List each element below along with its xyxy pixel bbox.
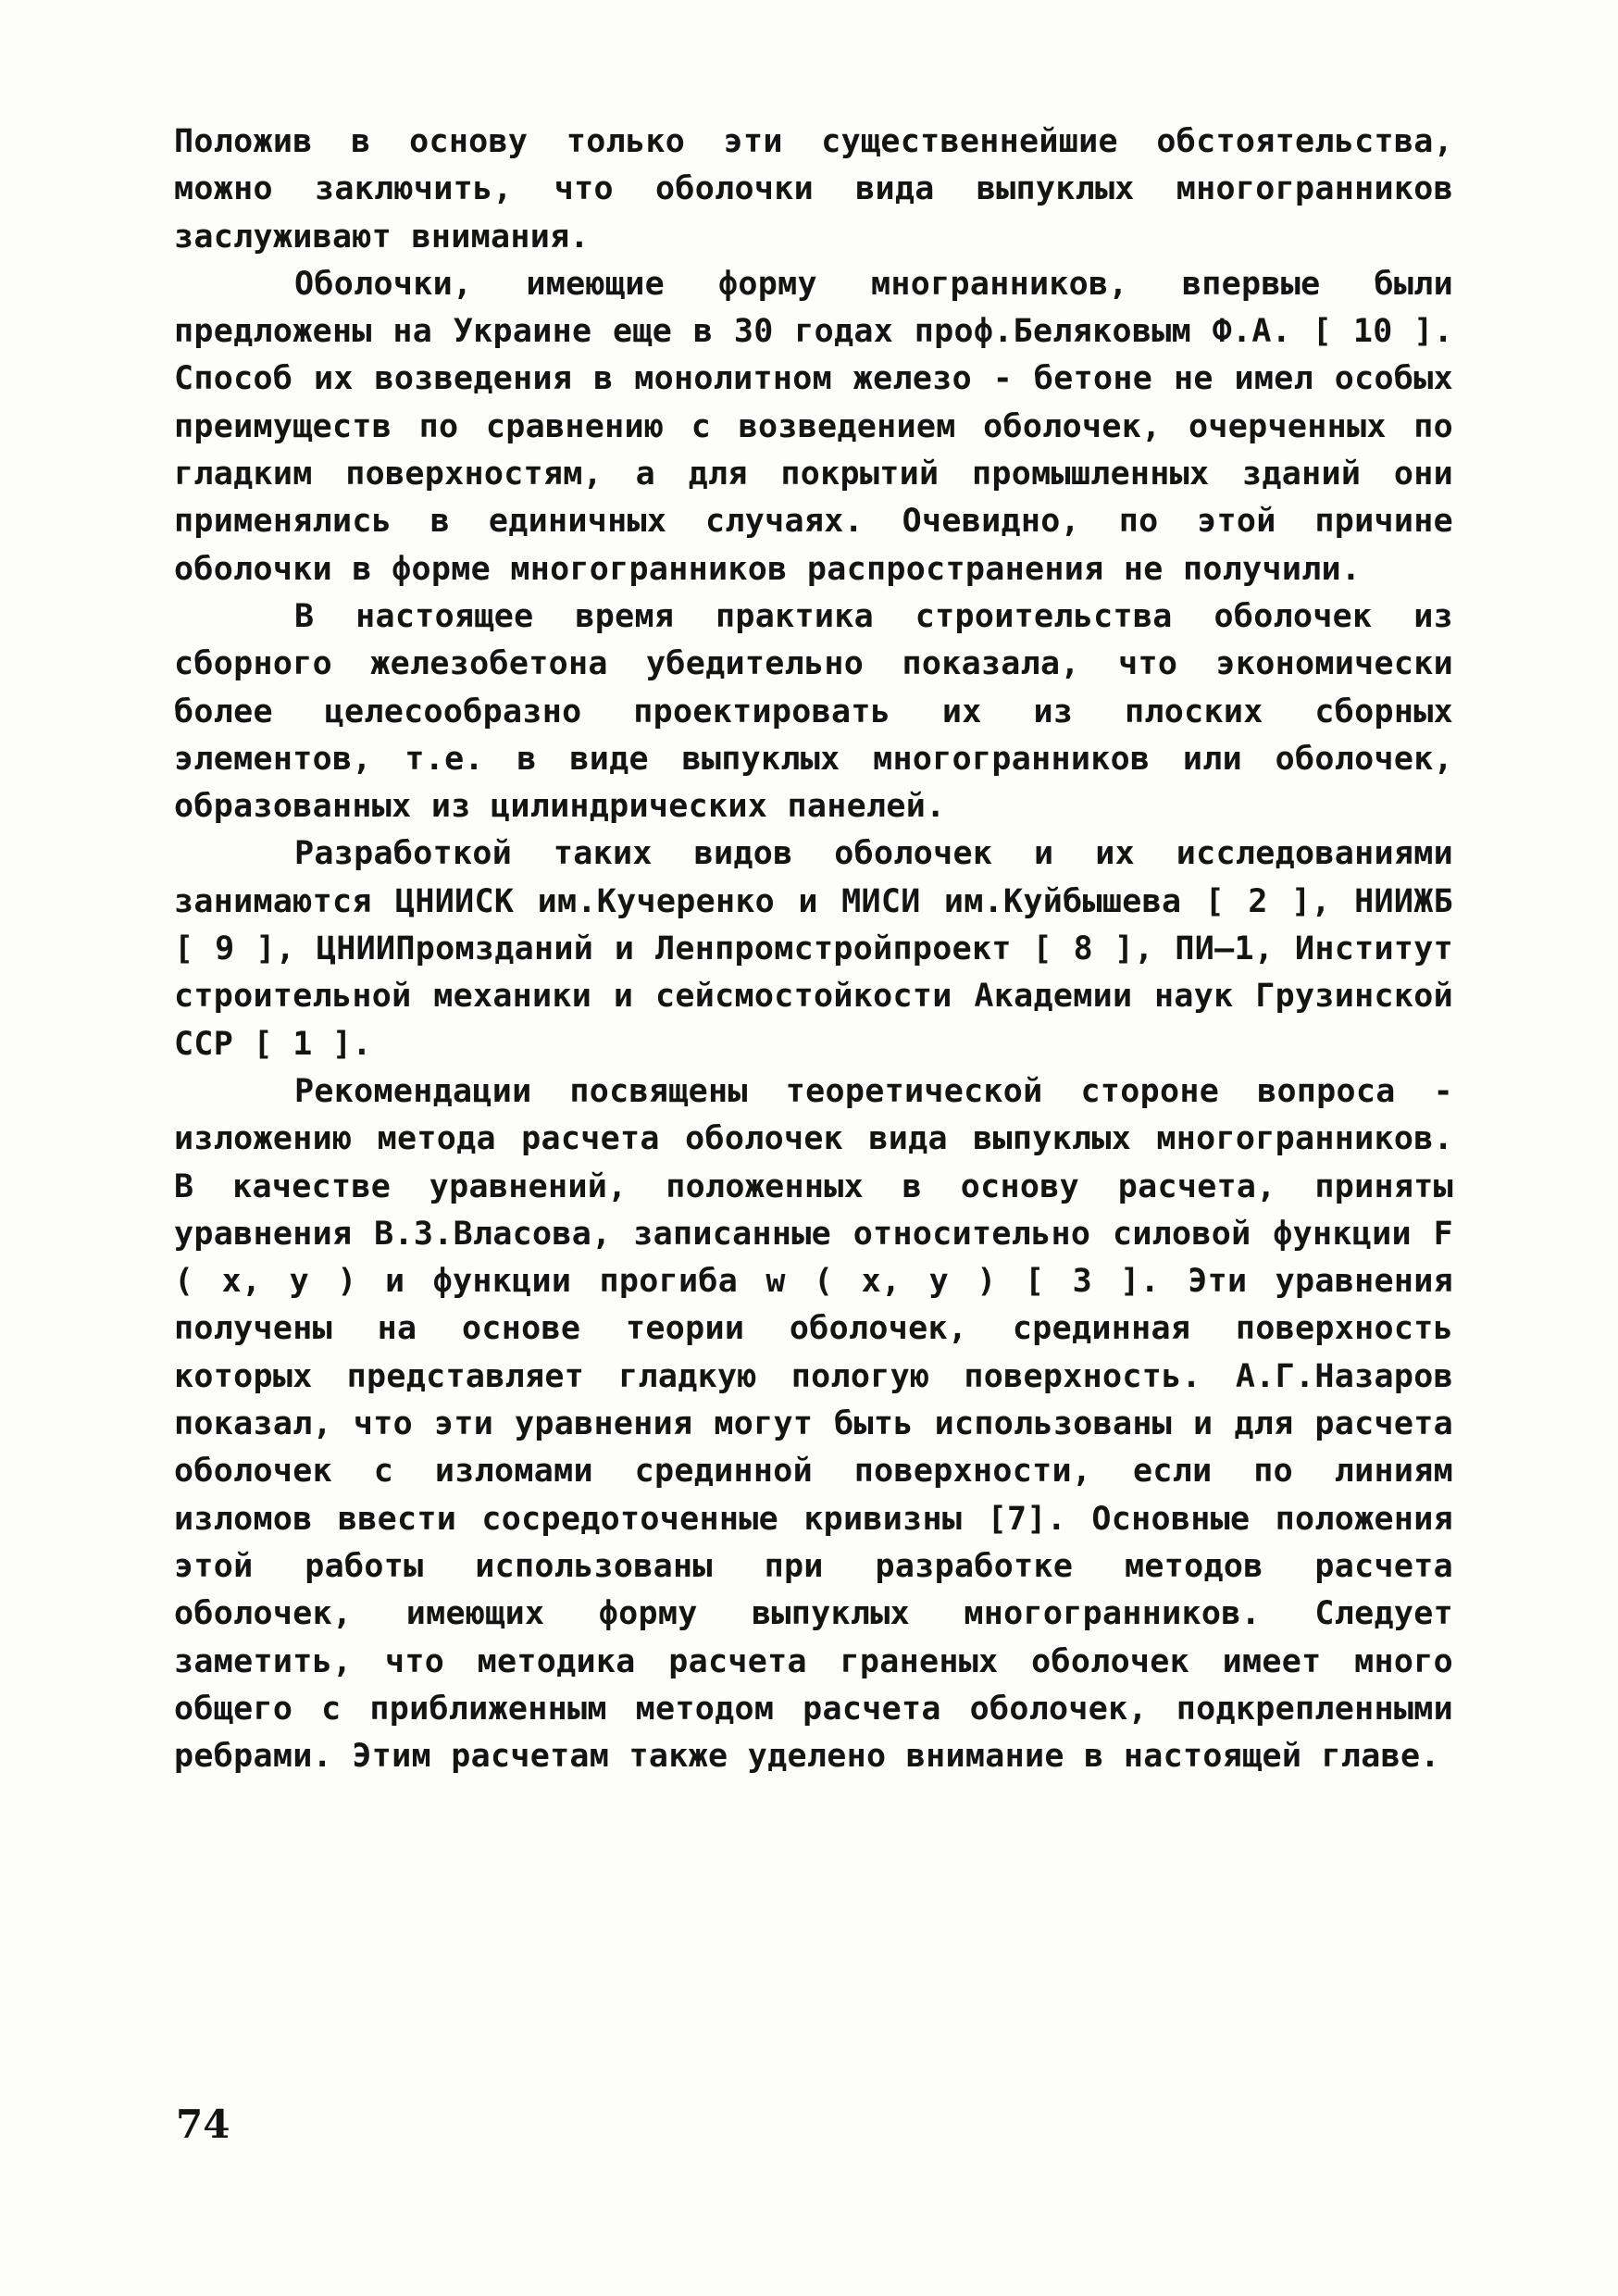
body-text <box>174 119 1453 1780</box>
paragraph-1: Положив в основу только эти существеннейшие обстоятельства, можно заключить, что оболочки вида выпуклых многогранников заслуживают внимания. <box>174 123 1453 256</box>
paragraph-4: Разработкой таких видов оболочек и их исследованиями занимаются ЦНИИСК им.Кучеренко и МИСИ им.Куйбышева [ 2 ], НИИЖБ [ 9 ], ЦНИИПромзданий и Ленпромстройпроект [ 8 ], ПИ–1, Институт строительной механики и сейсмостойкости Академии наук Грузинской ССР [ 1 ]. <box>174 835 1453 1063</box>
paragraph-5: Рекомендации посвящены теоретической стороне вопроса - изложению метода расчета оболочек вида выпуклых многогранников. В качестве уравнений, положенных в основу расчета, приняты уравнения В.З.Власова, записанные относительно силовой функции F ( x, y ) и функции прогиба w ( x, y ) [ 3 ]. Эти уравнения получены на основе теории оболочек, срединная поверхность которых представляет гладкую пологую поверхность. А.Г.Назаров показал, что эти уравнения могут быть использованы и для расчета оболочек с изломами срединной поверхности, если по линиям изломов ввести сосредоточенные кривизны [7]. Основные положения этой работы использованы при разработке методов расчета оболочек, имеющих форму выпуклых многогранников. Следует заметить, что методика расчета граненых оболочек имеет много общего с приближенным методом расчета оболочек, подкрепленными ребрами. Этим расчетам также уделено внимание в настоящей главе. <box>174 1072 1453 1776</box>
paragraph-3: В настоящее время практика строительства оболочек из сборного железобетона убедительно показала, что экономически более целесообразно проектировать их из плоских сборных элементов, т.е. в виде выпуклых многогранников или оболочек, образованных из цилиндрических панелей. <box>174 597 1453 826</box>
paragraph-2: Оболочки, имеющие форму многранников, впервые были предложены на Украине еще в 30 годах проф.Беляковым Ф.А. [ 10 ]. Способ их возведения в монолитном железо - бетоне не имел особых преимуществ по сравнению с возведением оболочек, очерченных по гладким поверхностям, а для покрытий промышленных зданий они применялись в единичных случаях. Очевидно, по этой причине оболочки в форме многогранников распространения не получили. <box>174 265 1453 588</box>
page-number: 74 <box>176 2102 230 2147</box>
